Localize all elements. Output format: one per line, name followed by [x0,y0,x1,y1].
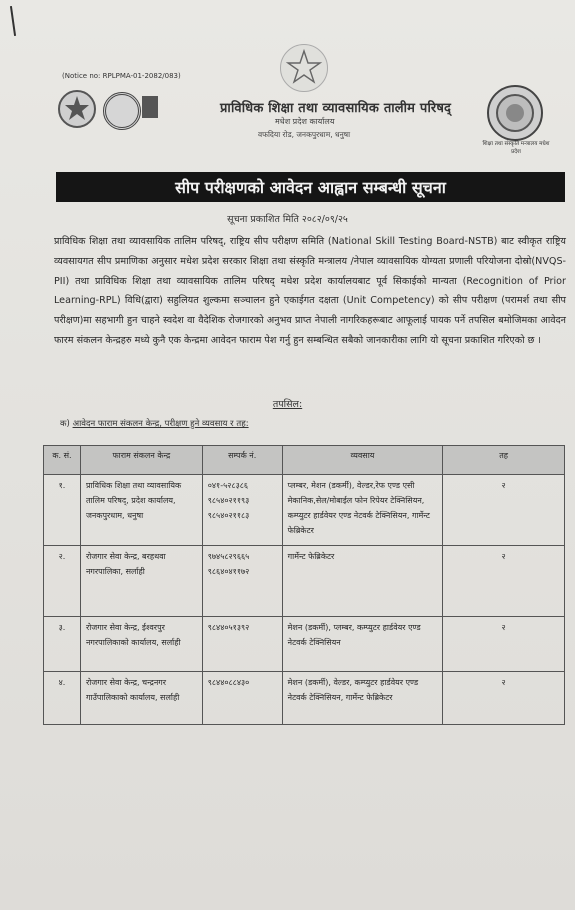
section-prefix: क) [60,419,70,429]
row-sn: १. [44,475,81,546]
madhesh-government-emblem-icon [487,85,543,141]
table-row [44,617,565,672]
table-row [44,546,565,617]
row-contact: ९७४५८२९६६५ ९८६४०४११७२ [202,546,282,617]
row-trade: मेशन (डकर्मी), प्लम्बर, कम्प्युटर हार्डवेयर एण्ड नेटवर्क टेक्निसियन [282,617,443,672]
row-sn: ४. [44,672,81,725]
row-center: रोजगार सेवा केन्द्र, ईश्वरपुर नगरपालिकाको कार्यालय, सर्लाही [80,617,202,672]
skill-logo-icon [142,94,184,122]
schedule-heading: तपसिल: [272,399,303,410]
partner-seal-icon [103,92,141,130]
row-center: रोजगार सेवा केन्द्र, बरहथवा नगरपालिका, सर्लाही [80,546,202,617]
row-sn: ३. [44,617,81,672]
pen-mark [10,6,16,36]
notice-title-banner: सीप परीक्षणको आवेदन आह्वान सम्बन्धी सूचना [56,172,565,202]
header-sn: क. सं. [44,446,81,475]
row-contact: ०४१-५२८३८६ ९८५४०२११९३ ९८५४०२११८३ [202,475,282,546]
table-row [44,475,565,546]
organization-title: प्राविधिक शिक्षा तथा व्यावसायिक तालीम परिषद् [220,101,452,116]
row-level: २ [443,672,565,725]
row-contact: ९८४४०५१३९२ [202,617,282,672]
header-contact: सम्पर्क नं. [202,446,282,475]
row-trade: प्लम्बर, मेशन (डकर्मी), वेल्डर,रेफ एण्ड एसी मेकानिक,सेल/मोबाईल फोन रिपेयर टेक्निसियन, कम्प्युटर हार्डवेयर एण्ड नेटवर्क टेक्निसियन, गार्मेन्ट फेब्रिकेटर [282,475,443,546]
row-level: २ [443,475,565,546]
publish-date: सूचना प्रकाशित मिति २०८२/०९/२५ [227,214,348,225]
row-level: २ [443,617,565,672]
collection-centers-table [43,445,565,725]
section-heading [60,418,249,429]
notice-body-paragraph: प्राविधिक शिक्षा तथा व्यावसायिक तालिम परिषद्, राष्ट्रिय सीप परीक्षण समिति (National Skill Testing Board-NSTB) बाट स्वीकृत राष्ट्रिय व्यवसायगत सीप प्रमाणिका अनुसार मधेश प्रदेश सरकार शिक्षा तथा संस्कृति मन्त्रालय /नेपाल व्यावसायिक योग्यता प्रणाली परियोजना दोस्रो(NVQS-PII) तथा प्राविधिक शिक्षा तथा व्यावसायिक तालिम परिषद् मधेश प्रदेश कार्यालयबाट पूर्व सिकाईको मान्यता (Recognition of Prior Learning-RPL) विधि(द्वारा) सहुलियत शुल्कमा सञ्चालन हुने एकाईगत दक्षता (Unit Competency) को सीप परीक्षण (परामर्श तथा सीप परीक्षण)मा सहभागी हुन चाहने स्वदेश वा वैदेशिक रोजगारको अनुभव प्राप्त नेपाली नागरिकहरूबाट आफूलाई पायक पर्ने तपसिल बमोजिमका आवेदन फारम संकलन केन्द्रहरु मध्ये कुनै एक केन्द्रमा आवेदन फाराम पेश गर्नु हुन सम्बन्धित सबैको जानकारीका लागि यो सूचना प्रकाशित गरिएको छ । [54,236,566,346]
row-contact: ९८४४०८८४३० [202,672,282,725]
ctevt-logo-icon [280,44,328,92]
row-center: प्राविधिक शिक्षा तथा व्यावसायिक तालिम परिषद्, प्रदेश कार्यालय, जनकपुरधाम, धनुषा [80,475,202,546]
row-center: रोजगार सेवा केन्द्र, चन्द्रनगर गाउँपालिकाको कार्यालय, सर्लाही [80,672,202,725]
office-name: मधेश प्रदेश कार्यालय [275,117,335,126]
row-level: २ [443,546,565,617]
row-trade: मेशन (डकर्मी), वेल्डर, कम्प्युटर हार्डवेयर एण्ड नेटवर्क टेक्निसियन, गार्मेन्ट फेब्रिकेटर [282,672,443,725]
row-sn: २. [44,546,81,617]
ministry-caption: शिक्षा तथा संस्कृति मन्त्रालय मधेश प्रदेश [482,141,550,155]
section-heading-text: आवेदन फाराम संकलन केन्द्र, परीक्षण हुने व्यवसाय र तह: [72,419,249,429]
nepal-emblem-icon [58,90,96,128]
table-header-row [44,446,565,475]
table-row [44,672,565,725]
header-center: फाराम संकलन केन्द्र [80,446,202,475]
header-trade: व्यवसाय [282,446,443,475]
office-address: वफदिया रोड, जनकपुरधाम, धनुषा [258,130,351,139]
header-level: तह [443,446,565,475]
row-trade: गार्मेन्ट फेब्रिकेटर [282,546,443,617]
notice-number: (Notice no: RPLPMA-01-2082/083) [62,72,181,80]
